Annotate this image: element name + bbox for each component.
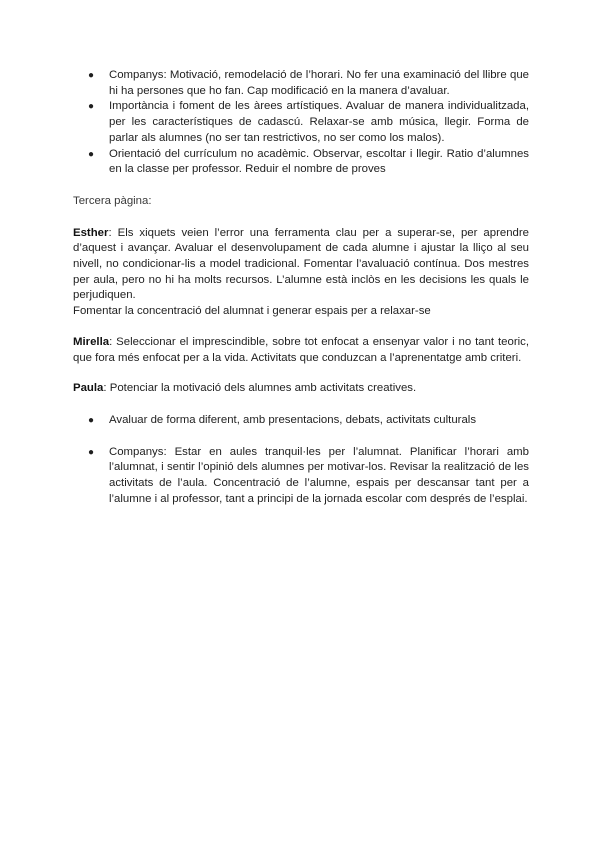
bullet-list-avaluar (73, 413, 529, 429)
list-item-text: Companys: Motivació, remodelació de l’horari. No fer una examinació del llibre que hi ha persones que ho fan. Cap modificació en la manera d’avaluar. (109, 69, 529, 97)
bullet-icon: ● (88, 414, 95, 426)
paragraph-paula (73, 381, 529, 397)
paragraph-text: : Potenciar la motivació dels alumnes amb activitats creatives. (103, 382, 417, 395)
speaker-name: Paula (73, 382, 104, 395)
list-item (88, 413, 529, 429)
paragraph-esther (73, 226, 529, 305)
section-heading: Tercera pàgina: (73, 194, 152, 207)
paragraph-mirella (73, 335, 529, 366)
speaker-name: Esther (73, 226, 109, 239)
list-item-text: Orientació del currículum no acadèmic. Observar, escoltar i llegir. Ratio d’alumnes en la classe per professor. Reduir el nombre de proves (109, 147, 529, 176)
list-item (88, 147, 529, 178)
paragraph-esther-extra: Fomentar la concentració del alumnat i generar espais per a relaxar-se (73, 305, 431, 318)
speaker-name: Mirella (73, 335, 110, 348)
list-item (88, 99, 529, 146)
paragraph-text: : Seleccionar el imprescindible, sobre tot enfocat a ensenyar valor i no tant teoric, que fora més enfocat per a la vida. Activitats que conduzcan a l’aprenentatge amb criteri. (73, 335, 529, 364)
list-item-text: Importància i foment de les àrees artístiques. Avaluar de manera individualitzada, per les característiques de cadascú. Relaxar-se amb música, llegir. Forma de parlar als alumnes (no ser tan restrictivos, no ser como los malos). (109, 100, 529, 144)
bullet-icon: ● (88, 446, 95, 458)
list-item-text: Avaluar de forma diferent, amb presentacions, debats, activitats culturals (109, 413, 477, 426)
list-item-text: Companys: Estar en aules tranquil·les per l’alumnat. Planificar l’horari amb l’alumnat, i sentir l’opinió dels alumnes per motivar-los. Revisar la realització de les activitats de l’aula. Concentració de l’alumne, espais per descansar tant per a l’alumne i al professor, tant a principi de la jornada escolar com després de l’esplai. (109, 445, 529, 505)
bullet-icon: ● (88, 101, 95, 113)
paragraph-text: : Els xiquets veien l’error una ferramenta clau per a superar-se, per aprendre d’aquest i avançar. Avaluar el desenvolupament de cada alumne i ajustar la lliço al seu nivell, no condicionar-lis a model tradicional. Fomentar l’avaluació contínua. Dos mestres per aula, pero no hi ha molts recursos. L’alumne està inclòs en les decisions les quals le perjudiquen. (73, 226, 529, 302)
bullet-icon: ● (88, 70, 95, 81)
document-body (73, 68, 529, 507)
list-item (88, 68, 529, 99)
bullet-icon: ● (88, 148, 95, 160)
bullet-list-companys-2 (73, 445, 529, 508)
list-item (88, 445, 529, 508)
bullet-list-companys (73, 68, 529, 178)
